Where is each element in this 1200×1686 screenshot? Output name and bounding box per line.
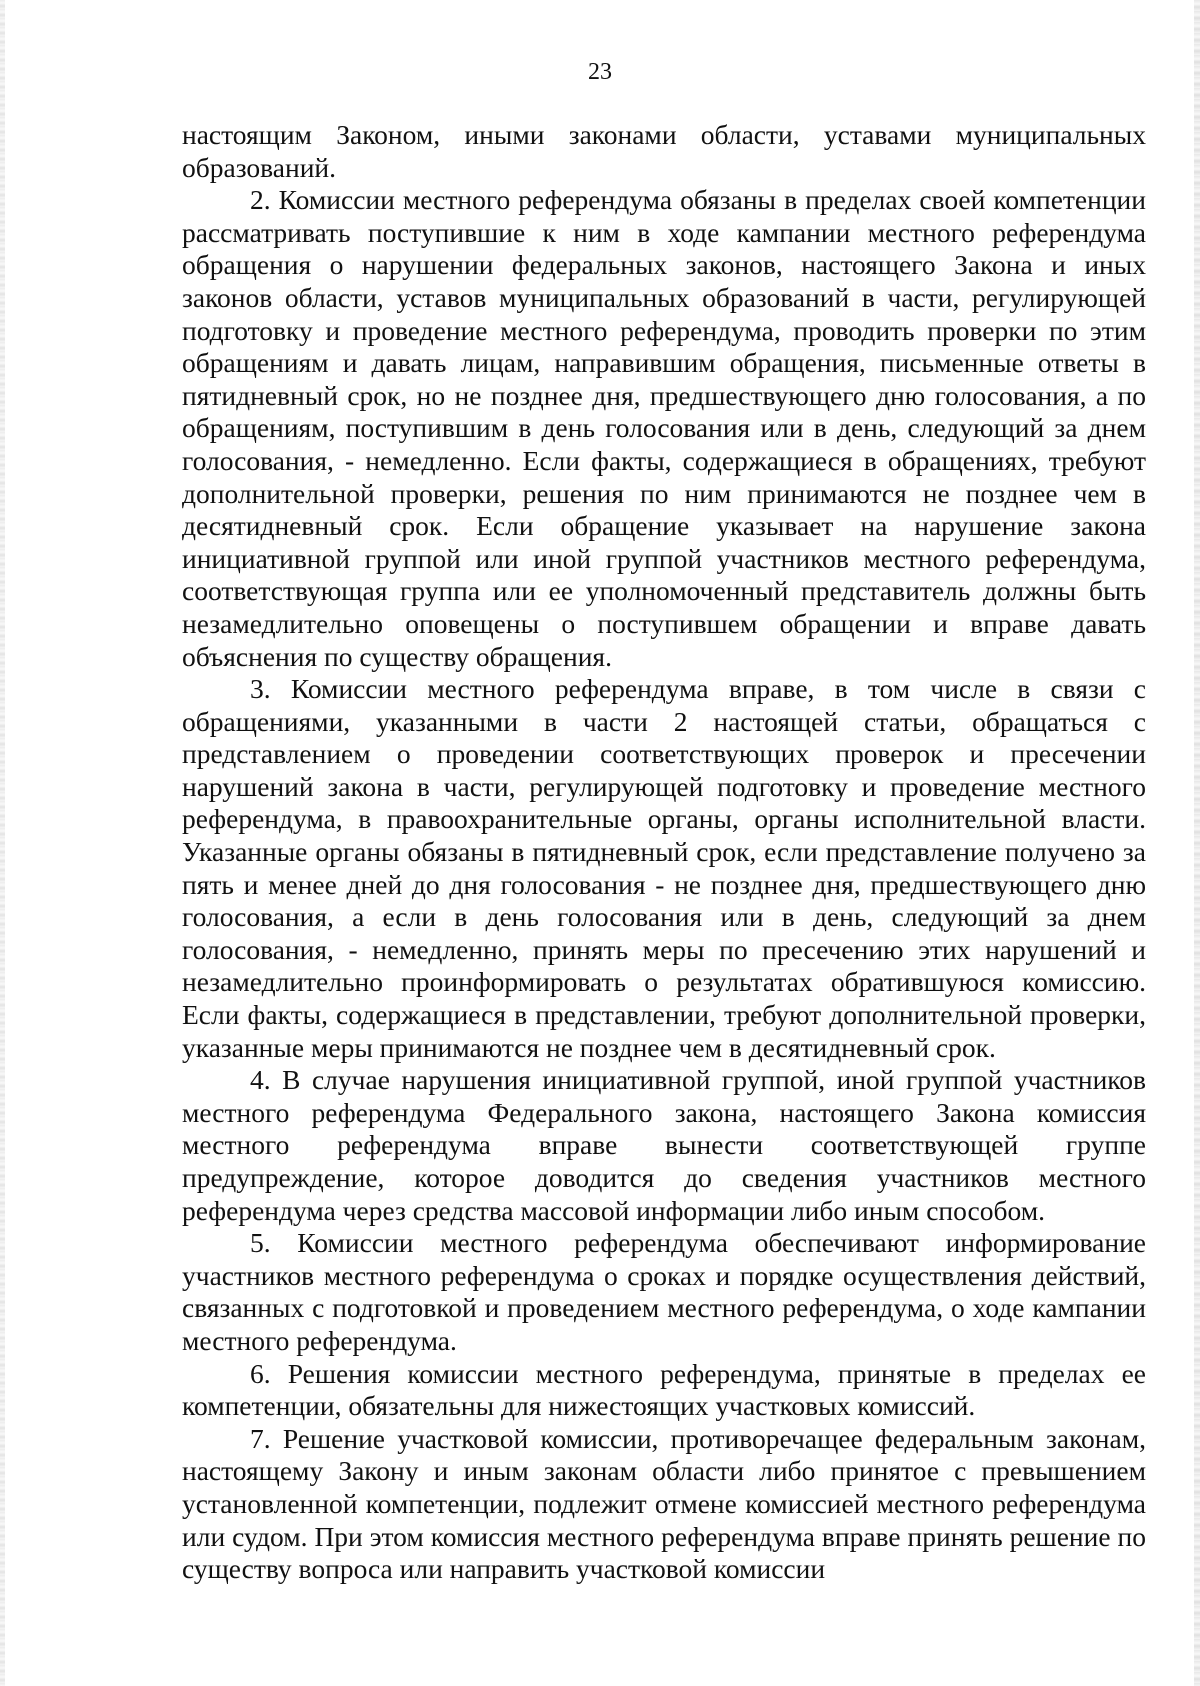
paragraph-continuation: настоящим Законом, иными законами области, уставами муниципальных образований. [182,119,1146,183]
paragraph-item-3: 3. Комиссии местного референдума вправе, в том числе в связи с обращениями, указанными в части 2 настоящей статьи, обращаться с представлением о проведении соответствующих проверок и пресечении нарушений закона в части, регулирующей подготовку и проведение местного референдума, в правоохранительные органы, органы исполнительной власти. Указанные органы обязаны в пятидневный срок, если представление получено за пять и менее дней до дня голосования - не позднее дня, предшествующего дню голосования, а если в день голосования или в день, следующий за днем голосования, - немедленно, принять меры по пресечению этих нарушений и незамедлительно проинформировать о результатах обратившуюся комиссию. Если факты, содержащиеся в представлении, требуют дополнительной проверки, указанные меры принимаются не позднее чем в десятидневный срок. [182,673,1146,1063]
scan-edge-left [0,0,5,1686]
page-number: 23 [588,59,612,85]
paragraph-item-4: 4. В случае нарушения инициативной группой, иной группой участников местного референдума Федерального закона, настоящего Закона комиссия местного референдума вправе вынести соответствующей группе предупреждение, которое доводится до сведения участников местного референдума через средства массовой информации либо иным способом. [182,1064,1146,1226]
paragraph-item-7: 7. Решение участковой комиссии, противоречащее федеральным законам, настоящему Закону и иным законам области либо принятое с превышением установленной компетенции, подлежит отмене комиссией местного референдума или судом. При этом комиссия местного референдума вправе принять решение по существу вопроса или направить участковой комиссии [182,1422,1146,1585]
document-body [182,119,1146,1586]
paragraph-item-5: 5. Комиссии местного референдума обеспечивают информирование участников местного референдума о сроках и порядке осуществления действий, связанных с подготовкой и проведением местного референдума, о ходе кампании местного референдума. [182,1227,1146,1356]
paragraph-item-2: 2. Комиссии местного референдума обязаны в пределах своей компетенции рассматривать поступившие к ним в ходе кампании местного референдума обращения о нарушении федеральных законов, настоящего Закона и иных законов области, уставов муниципальных образований в части, регулирующей подготовку и проведение местного референдума, проводить проверки по этим обращениям и давать лицам, направившим обращения, письменные ответы в пятидневный срок, но не позднее дня, предшествующего дню голосования, а по обращениям, поступившим в день голосования или в день, следующий за днем голосования, - немедленно. Если факты, содержащиеся в обращениях, требуют дополнительной проверки, решения по ним принимаются не позднее чем в десятидневный срок. Если обращение указывает на нарушение закона инициативной группой или иной группой участников местного референдума, соответствующая группа или ее уполномоченный представитель должны быть незамедлительно оповещены о поступившем обращении и вправе давать объяснения по существу обращения. [182,184,1146,672]
scan-edge-right [1194,0,1200,1686]
paragraph-item-6: 6. Решения комиссии местного референдума, принятые в пределах ее компетенции, обязательны для нижестоящих участковых комиссий. [182,1357,1146,1422]
